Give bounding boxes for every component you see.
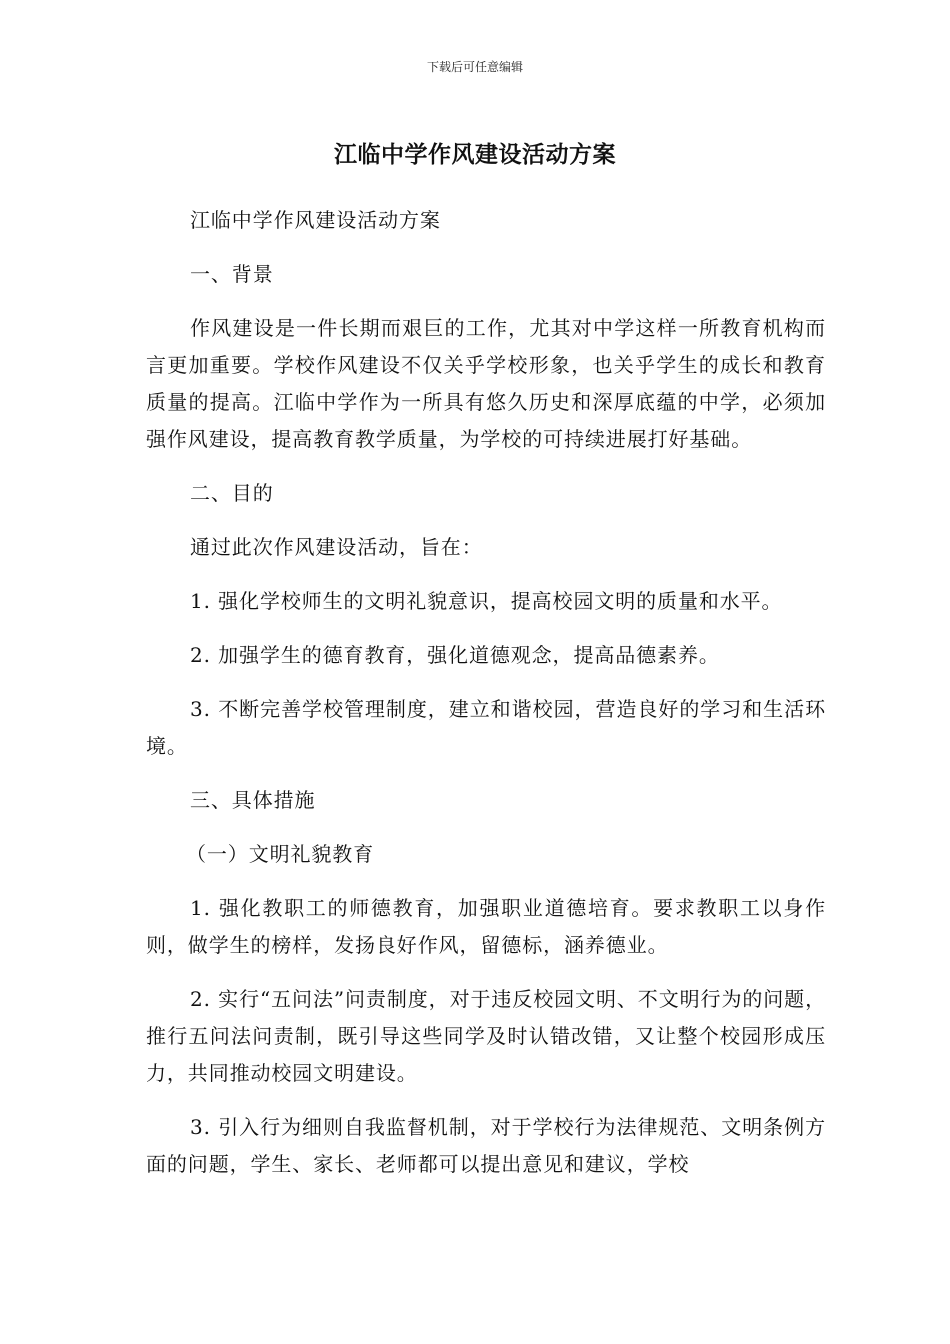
section-heading-measures: 三、具体措施 <box>190 788 316 812</box>
document-title: 江临中学作风建设活动方案 <box>334 142 616 168</box>
list-item-purpose-1: 1. 强化学校师生的文明礼貌意识，提高校园文明的质量和水平。 <box>190 589 783 613</box>
list-item-purpose-2: 2. 加强学生的德育教育，强化道德观念，提高品德素养。 <box>190 643 720 667</box>
document-body <box>146 202 826 1200</box>
list-item-measure-1: 1. 强化教职工的师德教育，加强职业道德培育。要求教职工以身作则，做学生的榜样，发扬良好作风，留德标，涵养德业。 <box>146 896 826 957</box>
subsection-heading-courtesy: （一）文明礼貌教育 <box>186 842 375 866</box>
list-item-purpose-3: 3. 不断完善学校管理制度，建立和谐校园，营造良好的学习和生活环境。 <box>146 697 826 758</box>
paragraph-subtitle: 江临中学作风建设活动方案 <box>190 208 441 232</box>
list-item-measure-3: 3. 引入行为细则自我监督机制，对于学校行为法律规范、文明条例方面的问题，学生、家长、老师都可以提出意见和建议，学校 <box>146 1115 826 1176</box>
paragraph-background: 作风建设是一件长期而艰巨的工作，尤其对中学这样一所教育机构而言更加重要。学校作风建设不仅关乎学校形象，也关乎学生的成长和教育质量的提高。江临中学作为一所具有悠久历史和深厚底蕴的中学，必须加强作风建设，提高教育教学质量，为学校的可持续进展打好基础。 <box>146 316 826 451</box>
paragraph-purpose-intro: 通过此次作风建设活动，旨在： <box>190 535 483 559</box>
section-heading-background: 一、背景 <box>190 262 274 286</box>
list-item-measure-2: 2. 实行“五问法”问责制度，对于违反校园文明、不文明行为的问题，推行五问法问责制，既引导这些同学及时认错改错，又让整个校园形成压力，共同推动校园文明建设。 <box>146 987 826 1085</box>
header-note: 下载后可任意编辑 <box>426 60 523 74</box>
section-heading-purpose: 二、目的 <box>190 481 274 505</box>
